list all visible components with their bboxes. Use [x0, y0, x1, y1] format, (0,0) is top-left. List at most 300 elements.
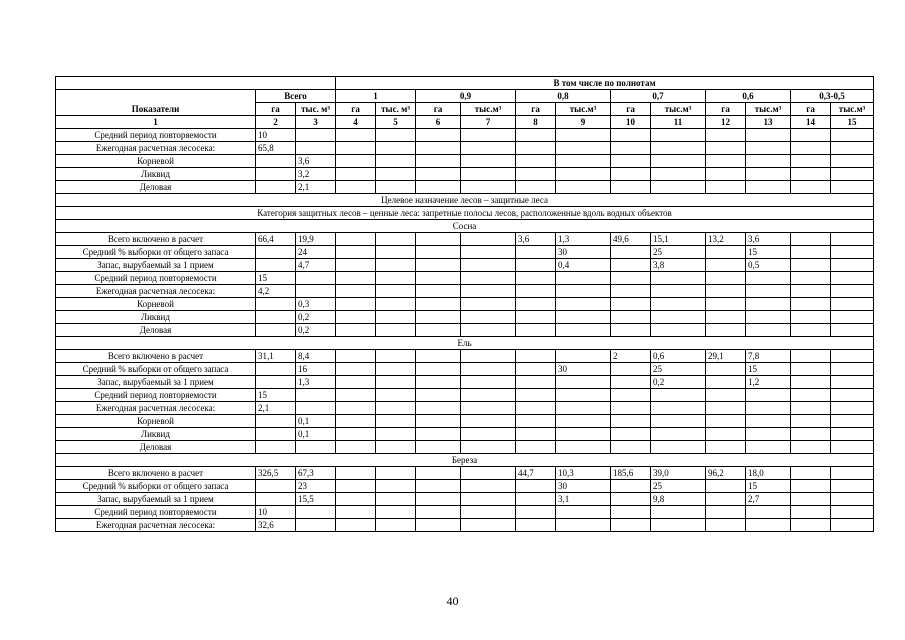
table-cell: 0,6: [651, 350, 706, 363]
table-cell: 67,3: [296, 467, 336, 480]
table-cell: [336, 506, 376, 519]
table-cell: [611, 129, 651, 142]
table-cell: [706, 324, 746, 337]
section-row: [56, 454, 874, 467]
table-cell: 15,5: [296, 493, 336, 506]
header-column-numbers: [56, 116, 874, 129]
column-number: 12: [706, 116, 746, 129]
table-cell: [556, 298, 611, 311]
table-cell: [746, 129, 791, 142]
table-row: [56, 285, 874, 298]
table-cell: [706, 389, 746, 402]
table-cell: [416, 363, 461, 376]
table-cell: [746, 389, 791, 402]
table-cell: [746, 168, 791, 181]
table-row: [56, 519, 874, 532]
header-row-groups: [56, 90, 874, 103]
table-cell: [376, 350, 416, 363]
table-cell: [791, 311, 831, 324]
table-cell: [611, 298, 651, 311]
table-cell: [706, 181, 746, 194]
table-cell: [556, 376, 611, 389]
table-cell: [376, 168, 416, 181]
table-cell: [376, 480, 416, 493]
header-unit-ha: га: [516, 103, 556, 116]
table-cell: [416, 311, 461, 324]
table-row: [56, 428, 874, 441]
table-cell: [461, 272, 516, 285]
table-cell: [791, 415, 831, 428]
table-cell: [831, 402, 874, 415]
table-cell: [416, 376, 461, 389]
table-cell: [611, 155, 651, 168]
table-cell: [336, 467, 376, 480]
table-cell: 3,8: [651, 259, 706, 272]
table-cell: 66,4: [256, 233, 296, 246]
table-cell: [461, 519, 516, 532]
row-label: Запас, вырубаемый за 1 прием: [56, 376, 256, 389]
table-cell: [416, 389, 461, 402]
row-label: Ежегодная расчетная лесосека:: [56, 519, 256, 532]
table-cell: 30: [556, 480, 611, 493]
table-cell: [706, 506, 746, 519]
table-cell: [556, 324, 611, 337]
table-cell: 49,6: [611, 233, 651, 246]
table-cell: [376, 441, 416, 454]
table-cell: [461, 233, 516, 246]
table-cell: [516, 142, 556, 155]
table-cell: [791, 402, 831, 415]
table-cell: [376, 246, 416, 259]
table-cell: [791, 246, 831, 259]
row-label: Средний % выборки от общего запаса: [56, 246, 256, 259]
table-cell: [831, 389, 874, 402]
table-cell: [611, 168, 651, 181]
table-cell: 15: [746, 246, 791, 259]
table-cell: 24: [296, 246, 336, 259]
table-cell: [461, 363, 516, 376]
table-cell: 19,9: [296, 233, 336, 246]
table-cell: [831, 181, 874, 194]
table-cell: [831, 259, 874, 272]
table-row: [56, 363, 874, 376]
table-cell: 185,6: [611, 467, 651, 480]
table-cell: [296, 389, 336, 402]
table-cell: [256, 363, 296, 376]
table-cell: [831, 350, 874, 363]
column-number: 8: [516, 116, 556, 129]
table-cell: [706, 298, 746, 311]
table-cell: [516, 298, 556, 311]
header-corner: [56, 77, 336, 90]
table-cell: [461, 168, 516, 181]
table-cell: [336, 233, 376, 246]
table-cell: [516, 376, 556, 389]
table-cell: [831, 467, 874, 480]
column-number: 2: [256, 116, 296, 129]
table-cell: [336, 285, 376, 298]
table-cell: [376, 376, 416, 389]
page-number: 40: [446, 594, 459, 608]
table-cell: [336, 129, 376, 142]
table-cell: [611, 259, 651, 272]
table-row: [56, 311, 874, 324]
row-label: Деловая: [56, 181, 256, 194]
table-cell: [831, 298, 874, 311]
table-cell: [706, 259, 746, 272]
table-cell: [336, 298, 376, 311]
table-cell: [611, 480, 651, 493]
table-cell: [296, 272, 336, 285]
column-number: 6: [416, 116, 461, 129]
row-label: Средний период повторяемости: [56, 389, 256, 402]
row-label: Средний период повторяемости: [56, 129, 256, 142]
table-cell: [706, 311, 746, 324]
table-row: [56, 402, 874, 415]
table-cell: [461, 324, 516, 337]
table-cell: [336, 246, 376, 259]
table-cell: 30: [556, 363, 611, 376]
table-cell: [336, 441, 376, 454]
table-row: [56, 350, 874, 363]
table-cell: 3,6: [746, 233, 791, 246]
table-row: [56, 272, 874, 285]
table-cell: [376, 324, 416, 337]
table-cell: [706, 246, 746, 259]
table-cell: [611, 389, 651, 402]
table-cell: [611, 181, 651, 194]
table-cell: [296, 142, 336, 155]
section-title: Ель: [56, 337, 874, 350]
table-cell: [706, 285, 746, 298]
table-cell: [746, 272, 791, 285]
table-cell: 0,4: [556, 259, 611, 272]
table-cell: [706, 363, 746, 376]
table-cell: [376, 311, 416, 324]
table-cell: [831, 168, 874, 181]
table-cell: [831, 493, 874, 506]
table-row: [56, 233, 874, 246]
header-unit-ha: га: [256, 103, 296, 116]
table-cell: [516, 493, 556, 506]
table-cell: [376, 402, 416, 415]
table-cell: 2: [611, 350, 651, 363]
table-cell: [746, 428, 791, 441]
table-cell: 25: [651, 363, 706, 376]
section-title: Сосна: [56, 220, 874, 233]
table-cell: [556, 519, 611, 532]
table-cell: [516, 402, 556, 415]
table-cell: [746, 142, 791, 155]
table-row: [56, 467, 874, 480]
table-cell: 31,1: [256, 350, 296, 363]
section-title-prefix: Целевое назначение лесов –: [381, 194, 491, 205]
table-cell: [746, 415, 791, 428]
table-cell: [791, 519, 831, 532]
table-cell: [376, 129, 416, 142]
table-cell: [791, 441, 831, 454]
table-cell: [336, 168, 376, 181]
table-cell: [416, 246, 461, 259]
table-cell: [416, 233, 461, 246]
row-label: Корневой: [56, 155, 256, 168]
table-cell: [296, 506, 336, 519]
table-cell: [746, 298, 791, 311]
table-cell: [461, 441, 516, 454]
table-cell: [556, 181, 611, 194]
header-total: Всего: [256, 90, 336, 103]
table-cell: [416, 168, 461, 181]
column-number: 14: [791, 116, 831, 129]
table-cell: [336, 519, 376, 532]
table-cell: [556, 129, 611, 142]
table-cell: [706, 142, 746, 155]
table-cell: 15: [746, 363, 791, 376]
row-label: Запас, вырубаемый за 1 прием: [56, 259, 256, 272]
row-label: Ежегодная расчетная лесосека:: [56, 402, 256, 415]
table-cell: 4,2: [256, 285, 296, 298]
table-cell: [746, 285, 791, 298]
table-cell: [376, 298, 416, 311]
table-cell: [461, 480, 516, 493]
table-cell: [831, 285, 874, 298]
table-cell: [651, 272, 706, 285]
table-cell: 25: [651, 246, 706, 259]
table-cell: 0,2: [296, 311, 336, 324]
header-unit-thous-m3: тыс.м³: [461, 103, 516, 116]
table-cell: [256, 311, 296, 324]
table-cell: [416, 415, 461, 428]
table-cell: [611, 519, 651, 532]
table-cell: [461, 350, 516, 363]
table-cell: [831, 142, 874, 155]
table-cell: [416, 493, 461, 506]
table-cell: [651, 155, 706, 168]
table-cell: [791, 324, 831, 337]
table-cell: [791, 376, 831, 389]
table-cell: [611, 311, 651, 324]
table-cell: [296, 519, 336, 532]
table-cell: 15: [256, 389, 296, 402]
column-number: 15: [831, 116, 874, 129]
table-cell: [791, 285, 831, 298]
table-cell: [416, 350, 461, 363]
header-density-0-8: 0,8: [516, 90, 611, 103]
table-cell: [556, 441, 611, 454]
table-cell: [256, 493, 296, 506]
header-density-0-7: 0,7: [611, 90, 706, 103]
table-cell: [706, 415, 746, 428]
table-cell: 10,3: [556, 467, 611, 480]
table-cell: [516, 506, 556, 519]
header-indicators: Показатели: [56, 90, 256, 116]
table-cell: [611, 441, 651, 454]
row-label: Деловая: [56, 324, 256, 337]
table-cell: [791, 506, 831, 519]
table-cell: 4,7: [296, 259, 336, 272]
table-cell: [336, 272, 376, 285]
table-row: [56, 142, 874, 155]
row-label: Деловая: [56, 441, 256, 454]
table-cell: [706, 441, 746, 454]
table-row: [56, 376, 874, 389]
table-cell: 10: [256, 129, 296, 142]
row-label: Ликвид: [56, 311, 256, 324]
table-cell: [516, 363, 556, 376]
section-title: [56, 194, 874, 207]
table-cell: [516, 259, 556, 272]
table-cell: [611, 428, 651, 441]
table-cell: [256, 298, 296, 311]
header-unit-ha: га: [611, 103, 651, 116]
table-cell: [611, 142, 651, 155]
table-cell: [461, 129, 516, 142]
header-unit-thous-m3: тыс.м³: [746, 103, 791, 116]
table-cell: [706, 402, 746, 415]
table-cell: [516, 246, 556, 259]
header-unit-thous-m3: тыс. м³: [376, 103, 416, 116]
table-cell: [376, 181, 416, 194]
table-cell: [556, 285, 611, 298]
table-cell: [831, 441, 874, 454]
table-cell: 0,1: [296, 415, 336, 428]
table-cell: [651, 285, 706, 298]
table-cell: [416, 441, 461, 454]
table-cell: [746, 181, 791, 194]
table-row: [56, 324, 874, 337]
table-cell: [556, 142, 611, 155]
table-cell: [556, 168, 611, 181]
table-cell: [461, 467, 516, 480]
table-cell: [831, 428, 874, 441]
table-cell: [516, 415, 556, 428]
table-cell: [516, 324, 556, 337]
table-cell: [516, 350, 556, 363]
header-density-0-9: 0,9: [416, 90, 516, 103]
table-cell: [516, 311, 556, 324]
table-cell: [556, 311, 611, 324]
row-label: Ликвид: [56, 168, 256, 181]
table-cell: [256, 155, 296, 168]
table-row: [56, 155, 874, 168]
table-cell: [256, 259, 296, 272]
table-cell: 15: [746, 480, 791, 493]
table-cell: [461, 285, 516, 298]
section-title: [56, 207, 874, 220]
table-cell: [376, 285, 416, 298]
table-cell: [336, 428, 376, 441]
table-cell: [336, 142, 376, 155]
section-row: [56, 194, 874, 207]
table-cell: [416, 298, 461, 311]
table-cell: [706, 480, 746, 493]
row-label: Всего включено в расчет: [56, 233, 256, 246]
table-cell: [336, 402, 376, 415]
table-cell: [611, 272, 651, 285]
table-cell: 0,3: [296, 298, 336, 311]
table-cell: [376, 272, 416, 285]
table-cell: [461, 506, 516, 519]
table-cell: 0,1: [296, 428, 336, 441]
row-label: Ежегодная расчетная лесосека:: [56, 285, 256, 298]
table-row: [56, 415, 874, 428]
table-row: [56, 129, 874, 142]
column-number: 9: [556, 116, 611, 129]
table-cell: [746, 155, 791, 168]
header-unit-thous-m3: тыс.м³: [651, 103, 706, 116]
header-unit-thous-m3: тыс. м³: [296, 103, 336, 116]
table-cell: [336, 181, 376, 194]
table-cell: [831, 324, 874, 337]
table-cell: [416, 519, 461, 532]
table-cell: [706, 376, 746, 389]
table-cell: 23: [296, 480, 336, 493]
table-cell: 2,1: [296, 181, 336, 194]
table-cell: [336, 493, 376, 506]
section-row: [56, 207, 874, 220]
column-number: 10: [611, 116, 651, 129]
table-cell: [376, 415, 416, 428]
table-cell: [256, 480, 296, 493]
table-cell: [791, 233, 831, 246]
table-cell: [256, 181, 296, 194]
table-cell: [256, 428, 296, 441]
table-cell: [831, 506, 874, 519]
table-cell: [611, 402, 651, 415]
table-cell: [516, 441, 556, 454]
table-cell: [416, 142, 461, 155]
table-cell: 30: [556, 246, 611, 259]
table-cell: [651, 311, 706, 324]
table-cell: [461, 493, 516, 506]
table-cell: [516, 155, 556, 168]
table-row: [56, 480, 874, 493]
table-cell: [651, 506, 706, 519]
table-cell: [461, 402, 516, 415]
table-cell: 0,2: [296, 324, 336, 337]
table-cell: [376, 142, 416, 155]
table-cell: [651, 428, 706, 441]
table-cell: [831, 415, 874, 428]
table-cell: 29,1: [706, 350, 746, 363]
table-cell: [336, 480, 376, 493]
table-cell: [556, 350, 611, 363]
column-number: 11: [651, 116, 706, 129]
section-row: [56, 220, 874, 233]
table-cell: [516, 389, 556, 402]
table-cell: [746, 506, 791, 519]
table-cell: 3,2: [296, 168, 336, 181]
header-unit-ha: га: [416, 103, 461, 116]
table-body: [56, 77, 874, 532]
table-cell: [831, 246, 874, 259]
table-cell: [461, 142, 516, 155]
table-cell: [746, 324, 791, 337]
table-row: [56, 441, 874, 454]
table-cell: [296, 285, 336, 298]
table-cell: [461, 389, 516, 402]
table-cell: [556, 415, 611, 428]
table-cell: [516, 519, 556, 532]
table-cell: [376, 467, 416, 480]
table-cell: [416, 259, 461, 272]
section-title-emphasis: защитные леса: [490, 194, 548, 205]
table-row: [56, 389, 874, 402]
table-cell: [556, 506, 611, 519]
table-cell: 3,1: [556, 493, 611, 506]
table-cell: [376, 155, 416, 168]
table-cell: [706, 428, 746, 441]
